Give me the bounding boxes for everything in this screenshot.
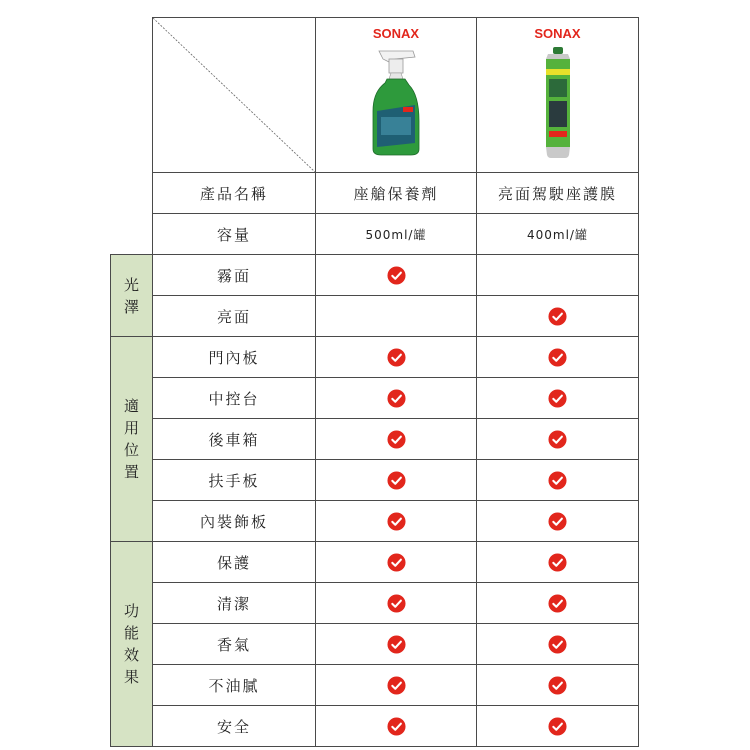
product-2-feature-cell — [476, 377, 639, 419]
product-1-feature-cell — [315, 459, 477, 501]
product-2-name: 亮面駕駛座護膜 — [497, 184, 617, 203]
check-circle-icon — [548, 430, 567, 449]
feature-label-cell — [152, 459, 316, 501]
product-1-feature-cell — [315, 336, 477, 378]
group-label-char: 果 — [123, 668, 139, 686]
product-2-feature-cell — [476, 254, 639, 296]
feature-label-cell — [152, 705, 316, 747]
name-label-cell — [152, 172, 316, 214]
product-1-name-cell — [315, 172, 477, 214]
product-2-feature-cell — [476, 541, 639, 583]
product-1-feature-cell — [315, 582, 477, 624]
feature-label: 後車箱 — [208, 430, 260, 449]
group-label-cell — [110, 254, 153, 337]
check-circle-icon — [387, 389, 406, 408]
feature-label: 清潔 — [216, 594, 251, 613]
comparison-table — [110, 17, 638, 742]
feature-label-cell — [152, 418, 316, 460]
product-1-feature-cell — [315, 377, 477, 419]
product-1-feature-cell — [315, 664, 477, 706]
group-label-char: 適 — [123, 397, 139, 415]
group-label-char: 能 — [123, 624, 139, 642]
capacity-label: 容量 — [216, 225, 251, 244]
product-2-capacity: 400ml/罐 — [527, 227, 588, 242]
product-2-capacity-cell — [476, 213, 639, 255]
feature-label-cell — [152, 336, 316, 378]
product-2-feature-cell — [476, 582, 639, 624]
check-circle-icon — [387, 348, 406, 367]
check-circle-icon — [387, 266, 406, 285]
feature-label-cell — [152, 582, 316, 624]
feature-label-cell — [152, 377, 316, 419]
feature-label-cell — [152, 500, 316, 542]
check-circle-icon — [548, 676, 567, 695]
product-1-feature-cell — [315, 295, 477, 337]
check-circle-icon — [387, 676, 406, 695]
capacity-label-cell — [152, 213, 316, 255]
product-1-feature-cell — [315, 500, 477, 542]
check-circle-icon — [548, 307, 567, 326]
check-circle-icon — [387, 512, 406, 531]
spray-bottle-icon — [365, 47, 427, 157]
check-circle-icon — [548, 512, 567, 531]
group-label-char: 用 — [123, 419, 139, 437]
product-1-capacity: 500ml/罐 — [365, 227, 427, 242]
feature-label: 扶手板 — [208, 471, 260, 490]
check-circle-icon — [548, 717, 567, 736]
feature-label-cell — [152, 541, 316, 583]
check-circle-icon — [548, 348, 567, 367]
feature-label-cell — [152, 623, 316, 665]
check-circle-icon — [387, 635, 406, 654]
product-2-feature-cell — [476, 500, 639, 542]
product-1-feature-cell — [315, 254, 477, 296]
name-label: 產品名稱 — [199, 184, 268, 203]
product-1-feature-cell — [315, 623, 477, 665]
check-circle-icon — [548, 594, 567, 613]
product-2-name-cell — [476, 172, 639, 214]
product-2-header — [476, 17, 639, 173]
check-circle-icon — [387, 471, 406, 490]
product-2-feature-cell — [476, 295, 639, 337]
product-1-feature-cell — [315, 541, 477, 583]
brand-logo: SONAX — [534, 26, 581, 41]
feature-label: 安全 — [216, 717, 251, 736]
group-label-cell — [110, 336, 153, 542]
product-1-feature-cell — [315, 705, 477, 747]
check-circle-icon — [548, 389, 567, 408]
group-label-char: 效 — [123, 646, 139, 664]
diagonal-line — [153, 18, 315, 172]
product-1-header — [315, 17, 477, 173]
group-label-char: 光 — [123, 275, 139, 294]
feature-label: 霧面 — [216, 266, 251, 285]
feature-label: 保護 — [216, 553, 251, 572]
check-circle-icon — [548, 471, 567, 490]
feature-label-cell — [152, 295, 316, 337]
check-circle-icon — [387, 430, 406, 449]
group-label-char: 置 — [123, 463, 139, 481]
product-1-name: 座艙保養劑 — [353, 184, 439, 203]
aerosol-can-icon — [538, 47, 578, 159]
feature-label-cell — [152, 254, 316, 296]
feature-label: 亮面 — [216, 307, 251, 326]
check-circle-icon — [548, 635, 567, 654]
group-label-char: 位 — [123, 441, 139, 459]
group-label-char: 功 — [123, 602, 139, 620]
check-circle-icon — [387, 553, 406, 572]
brand-logo: SONAX — [372, 26, 420, 41]
feature-label: 不油膩 — [208, 676, 260, 695]
product-2-feature-cell — [476, 623, 639, 665]
diagonal-header-cell — [152, 17, 316, 173]
feature-label: 內裝飾板 — [199, 512, 268, 531]
product-2-feature-cell — [476, 418, 639, 460]
check-circle-icon — [387, 594, 406, 613]
check-circle-icon — [387, 717, 406, 736]
group-label-cell — [110, 541, 153, 747]
product-2-feature-cell — [476, 664, 639, 706]
feature-label-cell — [152, 664, 316, 706]
product-2-feature-cell — [476, 705, 639, 747]
feature-label: 中控台 — [208, 389, 260, 408]
check-circle-icon — [548, 553, 567, 572]
product-2-feature-cell — [476, 459, 639, 501]
product-2-feature-cell — [476, 336, 639, 378]
feature-label: 香氣 — [216, 635, 251, 654]
product-1-capacity-cell — [315, 213, 477, 255]
group-label-char: 澤 — [123, 297, 139, 316]
product-1-feature-cell — [315, 418, 477, 460]
feature-label: 門內板 — [208, 348, 260, 367]
